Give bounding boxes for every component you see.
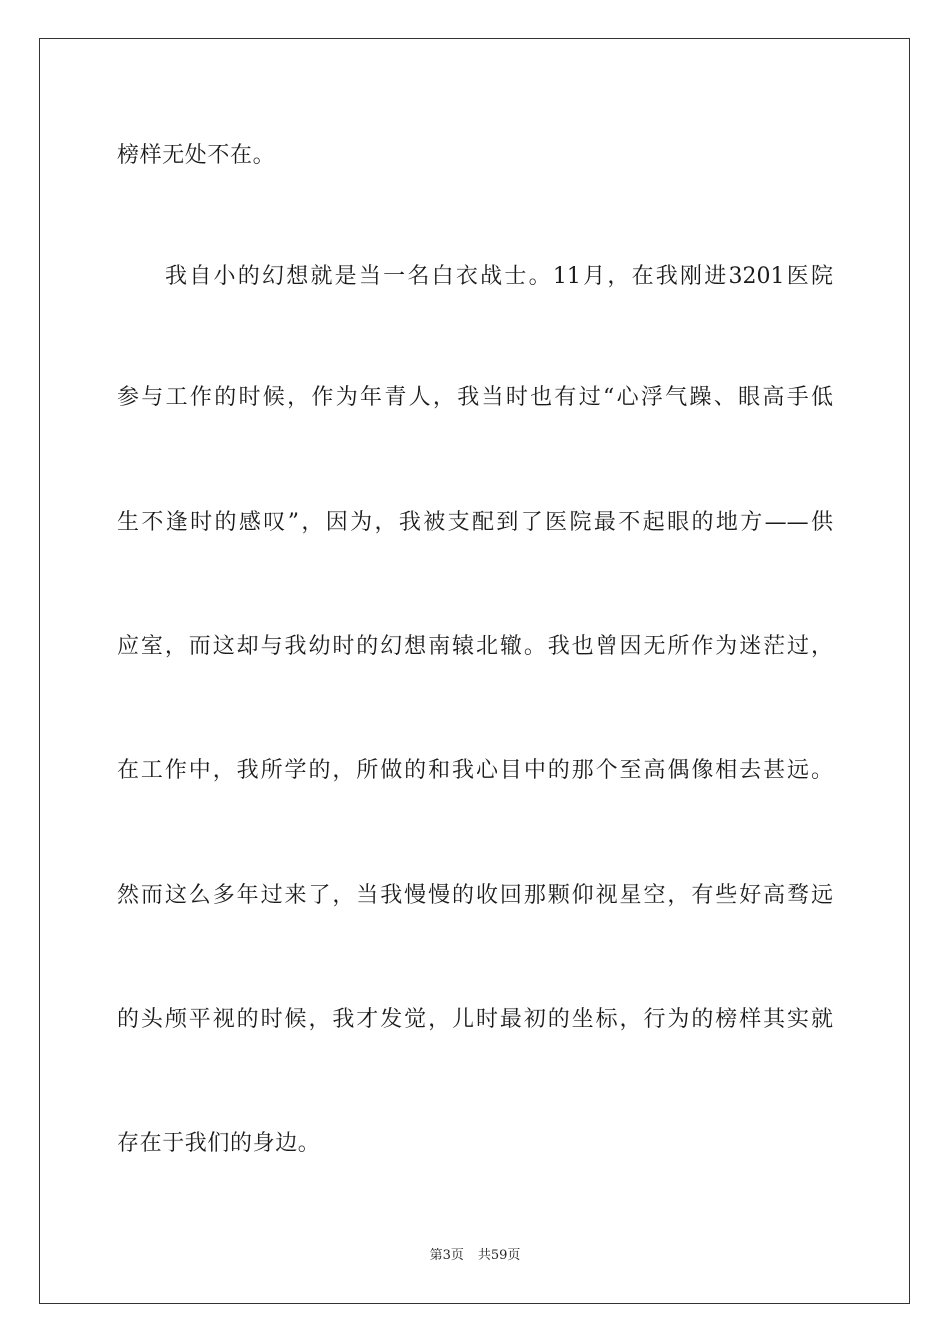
text-line-2: [117, 264, 833, 290]
text-line-4: 生不逢时的感叹”，因为，我被支配到了医院最不起眼的地方——供: [117, 510, 833, 535]
text-line-3: 参与工作的时候，作为年青人，我当时也有过“心浮气躁、眼高手低: [117, 385, 833, 410]
text-line-1: 榜样无处不在。: [117, 143, 276, 168]
text-line-8: 的头颅平视的时候，我才发觉，儿时最初的坐标，行为的榜样其实就: [117, 1007, 833, 1032]
page-total: 共59页: [477, 1248, 521, 1263]
page-number: 第3页: [429, 1248, 464, 1263]
text-line-6: 在工作中，我所学的，所做的和我心目中的那个至高偶像相去甚远。: [117, 758, 833, 783]
text-line-9: 存在于我们的身边。: [117, 1131, 321, 1156]
page-border: [39, 38, 910, 1304]
text-line-7: 然而这么多年过来了，当我慢慢的收回那颗仰视星空，有些好高骛远: [117, 883, 833, 908]
text-line-5: 应室，而这却与我幼时的幻想南辕北辙。我也曾因无所作为迷茫过，: [117, 634, 833, 659]
page-footer: [0, 1248, 950, 1264]
text-line-2-content: 我自小的幻想就是当一名白衣战士。11月，在我刚进3201医院: [165, 264, 833, 289]
